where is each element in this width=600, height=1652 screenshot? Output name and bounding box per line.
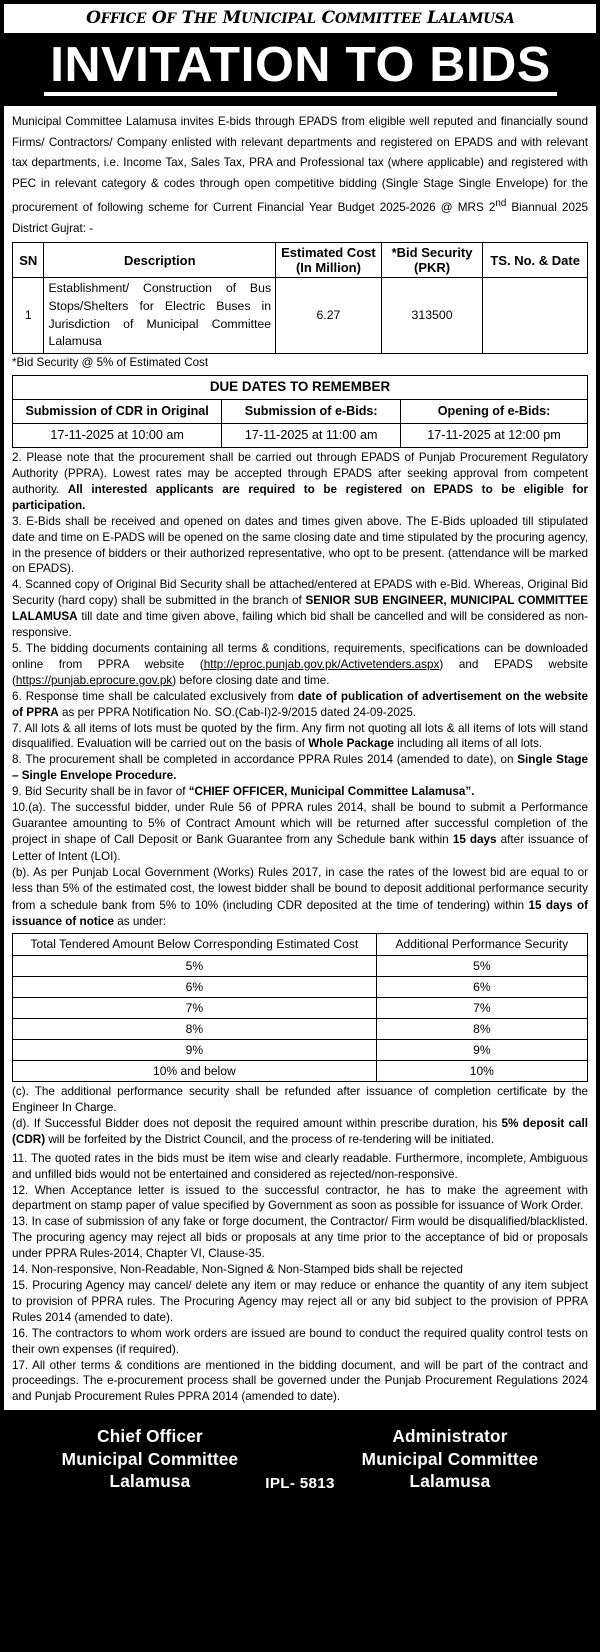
cell-estimated-cost: 6.27: [276, 278, 382, 353]
signature-footer: [0, 1411, 600, 1498]
epads-website-link[interactable]: https://punjab.eprocure.gov.pk: [15, 673, 173, 687]
chief-officer-committee: Municipal Committee: [61, 1448, 239, 1469]
intro-paragraph: [12, 112, 588, 239]
scheme-table-header-row: [13, 243, 588, 278]
header-ts-no-date: TS. No. & Date: [483, 243, 588, 278]
header-sn: SN: [13, 243, 44, 278]
additional-performance-security-table: [12, 933, 588, 1082]
clause-10a: [12, 800, 588, 865]
clause-10a-text: 10.(a). The successful bidder, under Rule 56 of PPRA rules 2014, shall be bound to submit a Performance Guarantee amounting to 5% of Contract Amount which will be returned after successful completion of the project in shape of Call Deposit or Bank Guarantee from any Schedule bank within: [12, 801, 588, 847]
table-row: [13, 976, 588, 997]
clause-10c: (c). The additional performance security shall be refunded after issuance of completion certificate by the Engineer In Charge.: [12, 1085, 588, 1115]
clause-6-text-a: 6. Response time shall be calculated exclusively from: [12, 689, 298, 703]
clause-14: 14. Non-responsive, Non-Readable, Non-Signed & Non-Stamped bids shall be rejected: [12, 1263, 463, 1277]
aps-header-security: Additional Performance Security: [376, 934, 587, 955]
aps-cell-amount: 7%: [13, 997, 377, 1018]
header-bid-security: [381, 243, 483, 278]
clause-3: 3. E-Bids shall be received and opened on dates and times given above. The E-Bids uploaded till stipulated date and time on E-PADS will be opened on the same closing date and time stipulated by the procuring agency, in the presence of bidders or their authorized representative, who opt to be present. (attendance will be marked on EPADS).: [12, 514, 588, 576]
clause-9-bold: “CHIEF OFFICER, Municipal Committee Lalamusa”.: [188, 785, 475, 799]
clause-10b-bold: 15 days of issuance of notice: [12, 898, 588, 929]
header-band: [0, 0, 600, 105]
aps-cell-amount: 9%: [13, 1039, 377, 1060]
document-body: [3, 105, 597, 1411]
header-estimated-cost-line1: Estimated Cost: [281, 245, 376, 261]
administrator-title: Administrator: [392, 1426, 508, 1447]
ppra-website-link[interactable]: http://eproc.punjab.gov.pk/Activetenders.aspx: [203, 657, 440, 671]
aps-cell-security: 6%: [376, 976, 587, 997]
main-title-bar: [3, 34, 597, 105]
clause-12: 12. When Acceptance letter is issued to the successful contractor, he has to make the agreement with department on stamp paper of value specified by Government as soon as possible for issuance of Work Order.: [12, 1183, 588, 1213]
clause-10a-bold: 15 days: [452, 833, 497, 847]
intro-text-end: Biannual 2025 District Gujrat: -: [12, 201, 588, 235]
clause-10a-text-end: after issuance of Letter of Intent (LOI).: [12, 833, 588, 863]
table-row: [13, 997, 588, 1018]
clause-13: 13. In case of submission of any fake or forge document, the Contractor/ Firm would be disqualified/blacklisted. The procuring agency may reject all bids or proposals at any time prior to the acceptance of bid or proposals under PPRA Rules-2014, Chapter VI, Clause-35.: [12, 1215, 588, 1261]
clause-6: [12, 689, 588, 721]
clause-10b-text: (b). As per Punjab Local Government (Works) Rules 2017, in case the rates of the lowest bid are equal to or less than 5% of the estimated cost, the lowest bidder shall be bound to deposit additional performance security from a schedule bank from 5% to 10% (including CDR deposited at the time of tendering) within: [12, 865, 588, 912]
header-bid-security-line2: (PKR): [413, 260, 451, 276]
aps-cell-security: 9%: [376, 1039, 587, 1060]
aps-cell-amount: 5%: [13, 955, 377, 976]
clause-10b-text-end: as under:: [113, 915, 166, 929]
office-title-bar: [3, 3, 597, 34]
aps-cell-amount: 6%: [13, 976, 377, 997]
clause-4-text-a: 4. Scanned copy of Original Bid Security shall be attached/entered at EPADS with e-Bid. Whereas, Original Bid Security (hard copy) shall be submitted in the branch of: [12, 578, 588, 608]
cell-ts-no-date: [483, 278, 588, 353]
clause-7: [12, 721, 588, 753]
aps-header-row: [13, 934, 588, 955]
due-dates-table: [12, 375, 588, 448]
intro-text: Municipal Committee Lalamusa invites E-bids through EPADS from eligible well reputed and financially sound Firms/ Contractors/ Company enlisted with relevant departments and registered on EPADS and with relevant tax departments, i.e. Income Tax, Sales Tax, PRA and Professional tax (where applicable) and registered with PEC in relevant category & codes through open competitive bidding (Single Stage Single Envelope) for the procurement of following scheme for Current Financial Year Budget 2025-2026 @ MRS 2: [12, 115, 588, 215]
clause-15: 15. Procuring Agency may cancel/ delete any item or may reduce or enhance the quantity of any item subject to provision of PPRA rules. The Procuring Agency may reject all or any bid subject to the provision of PPRA Rules 2014 (amended to date).: [12, 1279, 588, 1324]
clause-10b: [12, 865, 588, 931]
aps-cell-security: 8%: [376, 1018, 587, 1039]
clause-5-text-c: ) before closing date and time.: [172, 673, 330, 687]
clause-8-text-a: 8. The procurement shall be completed in accordance PPRA Rules 2014 (amended to date), on: [12, 753, 518, 767]
header-estimated-cost: [276, 243, 382, 278]
due-dates-value-opening: 17-11-2025 at 12:00 pm: [401, 424, 588, 448]
due-dates-title-row: [13, 375, 588, 399]
chief-officer-city: Lalamusa: [109, 1471, 191, 1492]
table-row: [13, 1018, 588, 1039]
clause-7-text-b: including all items of all lots.: [394, 737, 543, 751]
aps-cell-amount: 10% and below: [13, 1061, 377, 1082]
clause-16: 16. The contractors to whom work orders are issued are bound to conduct the required quality control tests on their own expenses (if required).: [12, 1326, 588, 1356]
header-estimated-cost-line2: (In Million): [295, 260, 361, 276]
due-dates-header-opening: Opening of e-Bids:: [401, 399, 588, 423]
cell-bid-security: 313500: [381, 278, 483, 353]
clause-4-bold: SENIOR SUB ENGINEER, MUNICIPAL COMMITTEE LALAMUSA: [12, 594, 588, 624]
administrator-city: Lalamusa: [409, 1471, 491, 1492]
table-row: [13, 1061, 588, 1082]
aps-header-tendered-amount: Total Tendered Amount Below Corresponding Estimated Cost: [13, 934, 377, 955]
clause-10d: [12, 1116, 588, 1148]
table-row: [13, 955, 588, 976]
page-title: INVITATION TO BIDS: [44, 40, 557, 96]
clause-5-text-b: ) and EPADS website (: [12, 657, 589, 687]
clause-8-bold: Single Stage – Single Envelope Procedure.: [12, 753, 588, 783]
clause-11: 11. The quoted rates in the bids must be item wise and clearly readable. Furthermore, incomplete, Ambiguous and unfilled bids would not be entertained and considered as rejected/non-responsive.: [12, 1151, 588, 1181]
due-dates-header-row: [13, 399, 588, 423]
cell-sn: 1: [13, 278, 44, 353]
table-row: [13, 278, 588, 353]
clause-4: [12, 577, 588, 641]
clause-17: 17. All other terms & conditions are mentioned in the bidding document, and will be part of the contract and proceedings. The e-procurement process shall be governed under the Punjab Procurement Regulations 2024 and Punjab Procurement Rules PPRA 2014 (amended to date).: [12, 1358, 588, 1404]
clause-6-text-b: as per PPRA Notification No. SO.(Cab-I)2-9/2015 dated 24-09-2025.: [58, 705, 417, 719]
office-title: OFFICE OF THE MUNICIPAL COMMITTEE LALAMUSA: [85, 8, 515, 28]
header-bid-security-line1: *Bid Security: [391, 245, 473, 261]
clause-7-text-a: 7. All lots & all items of lots must be quoted by the firm. Any firm not quoting all lots & all items of lots will stand disqualified. Evaluation will be carried out on the basis of: [12, 721, 588, 751]
aps-cell-security: 7%: [376, 997, 587, 1018]
clause-list-tail: [12, 1151, 588, 1406]
header-description: Description: [44, 243, 276, 278]
cell-description: Establishment/ Construction of Bus Stops/Shelters for Electric Buses in Jurisdiction of Municipal Committee Lalamusa: [44, 278, 276, 353]
aps-cell-amount: 8%: [13, 1018, 377, 1039]
administrator-committee: Municipal Committee: [361, 1448, 539, 1469]
reference-code: IPL- 5813: [265, 1474, 335, 1492]
due-dates-value-submission: 17-11-2025 at 11:00 am: [222, 424, 401, 448]
intro-superscript: nd: [495, 198, 507, 210]
due-dates-value-cdr: 17-11-2025 at 10:00 am: [13, 424, 222, 448]
clause-2-bold: All interested applicants are required to be registered on EPADS to be eligible for participation.: [12, 482, 589, 512]
clause-5: [12, 641, 588, 689]
clause-8: [12, 752, 588, 784]
clause-list-lower: [12, 1084, 588, 1148]
due-dates-header-cdr: Submission of CDR in Original: [13, 399, 222, 423]
due-dates-value-row: [13, 424, 588, 448]
clause-10d-text-b: will be forfeited by the District Council, and the process of re-tendering will be initiated.: [45, 1132, 494, 1146]
clause-9-text-a: 9. Bid Security shall be in favor of: [12, 785, 189, 799]
clause-10d-text-a: (d). If Successful Bidder does not deposit the required amount within prescribe duration, his: [12, 1116, 502, 1130]
clause-4-text-b: till date and time given above, failing which bid shall be cancelled and will be considered as non-responsive.: [12, 610, 588, 640]
clause-5-text-a: 5. The bidding documents containing all terms & conditions, requirements, specifications can be downloaded online from PPRA website (: [12, 641, 588, 671]
bid-security-footnote: *Bid Security @ 5% of Estimated Cost: [12, 355, 209, 369]
chief-officer-title: Chief Officer: [97, 1426, 203, 1447]
clause-list-upper: [12, 450, 588, 800]
table-row: [13, 1039, 588, 1060]
due-dates-header-submission: Submission of e-Bids:: [222, 399, 401, 423]
clause-7-bold: Whole Package: [308, 737, 395, 751]
aps-cell-security: 5%: [376, 955, 587, 976]
clause-6-bold: date of publication of advertisement on the website of PPRA: [12, 689, 588, 719]
due-dates-title: DUE DATES TO REMEMBER: [13, 375, 588, 399]
clause-2: [12, 450, 588, 514]
clause-9: [12, 784, 588, 800]
scheme-table: [12, 242, 588, 353]
clause-2-text: 2. Please note that the procurement shall be carried out through EPADS of Punjab Procurement Regulatory Authority (PPRA). Lowest rates may be accepted through EPADS after seeking approval from competent authority.: [12, 451, 588, 496]
clause-10d-bold: 5% deposit call (CDR): [12, 1116, 588, 1146]
aps-cell-security: 10%: [376, 1061, 587, 1082]
